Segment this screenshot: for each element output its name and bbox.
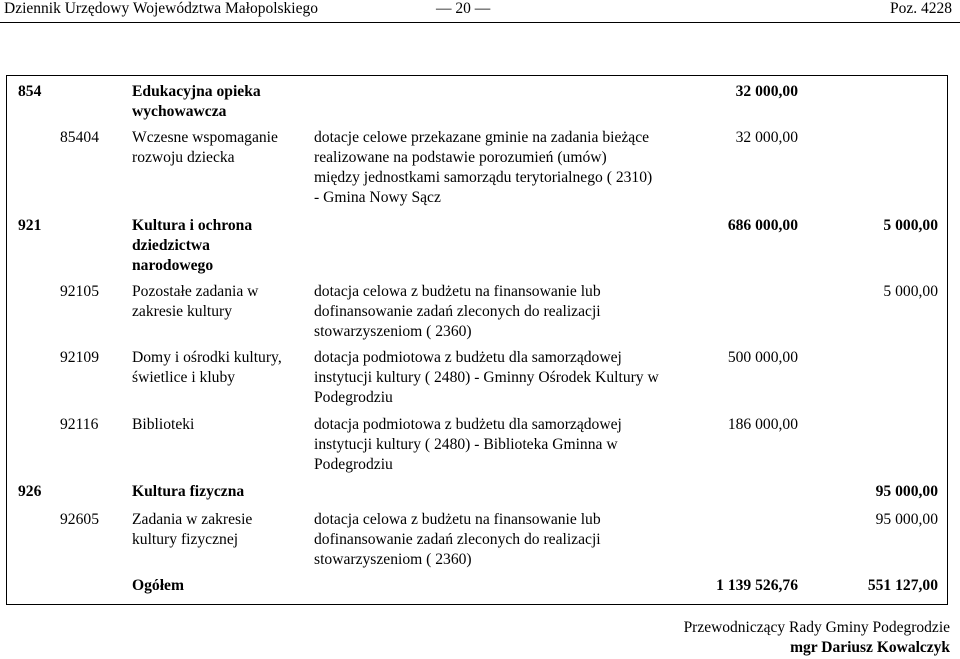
amount-col2: 5 000,00 — [883, 283, 938, 300]
amount-col2: 95 000,00 — [875, 483, 938, 500]
total-amount-col2: 551 127,00 — [867, 577, 938, 594]
dzial-code: 921 — [18, 217, 42, 234]
rozdzial-code: 92105 — [60, 283, 99, 300]
rozdzial-desc: dotacja celowa z budżetu na finansowanie lub dofinansowanie zadań zleconych do realizacji stowarzyszeniom ( 2360) — [314, 283, 601, 340]
rozdzial-name: Biblioteki — [132, 416, 195, 433]
position-number: Poz. 4228 — [890, 0, 952, 17]
dzial-name: Kultura fizyczna — [132, 483, 245, 500]
signature-name: mgr Dariusz Kowalczyk — [790, 639, 950, 656]
signature-title: Przewodniczący Rady Gminy Podegrodzie — [683, 619, 950, 636]
rozdzial-code: 92605 — [60, 511, 99, 528]
header-rule — [0, 22, 960, 23]
dzial-code: 854 — [18, 83, 42, 100]
rozdzial-desc: dotacja podmiotowa z budżetu dla samorządowej instytucji kultury ( 2480) - Biblioteka Gminna w Podegrodziu — [314, 416, 622, 473]
rozdzial-code: 92116 — [60, 416, 99, 433]
rozdzial-desc: dotacje celowe przekazane gminie na zadania bieżące realizowane na podstawie porozumień (umów) między jednostkami samorządu terytorialnego ( 2310) - Gmina Nowy Sącz — [314, 129, 653, 206]
dzial-code: 926 — [18, 483, 42, 500]
rozdzial-name: Domy i ośrodki kultury, świetlice i kluby — [132, 349, 282, 386]
page-number: — 20 — — [436, 0, 491, 17]
total-amount-col1: 1 139 526,76 — [716, 577, 798, 594]
amount-col2: 95 000,00 — [875, 511, 938, 528]
total-label: Ogółem — [132, 577, 184, 594]
rozdzial-code: 92109 — [60, 349, 99, 366]
rozdzial-code: 85404 — [60, 129, 99, 146]
amount-col1: 32 000,00 — [735, 83, 798, 100]
rozdzial-desc: dotacja podmiotowa z budżetu dla samorządowej instytucji kultury ( 2480) - Gminny Ośrodek Kultury w Podegrodziu — [314, 349, 659, 406]
rozdzial-desc: dotacja celowa z budżetu na finansowanie lub dofinansowanie zadań zleconych do realizacji stowarzyszeniom ( 2360) — [314, 511, 601, 568]
amount-col2: 5 000,00 — [883, 217, 938, 234]
amount-col1: 186 000,00 — [727, 416, 798, 433]
amount-col1: 500 000,00 — [727, 349, 798, 366]
journal-title: Dziennik Urzędowy Województwa Małopolskiego — [4, 0, 318, 17]
dzial-name: Edukacyjna opieka wychowawcza — [132, 83, 261, 120]
amount-col1: 686 000,00 — [727, 217, 798, 234]
dzial-name: Kultura i ochrona dziedzictwa narodowego — [132, 217, 253, 274]
rozdzial-name: Wczesne wspomaganie rozwoju dziecka — [132, 129, 278, 166]
rozdzial-name: Zadania w zakresie kultury fizycznej — [132, 511, 253, 548]
amount-col1: 32 000,00 — [735, 129, 798, 146]
rozdzial-name: Pozostałe zadania w zakresie kultury — [132, 283, 259, 320]
